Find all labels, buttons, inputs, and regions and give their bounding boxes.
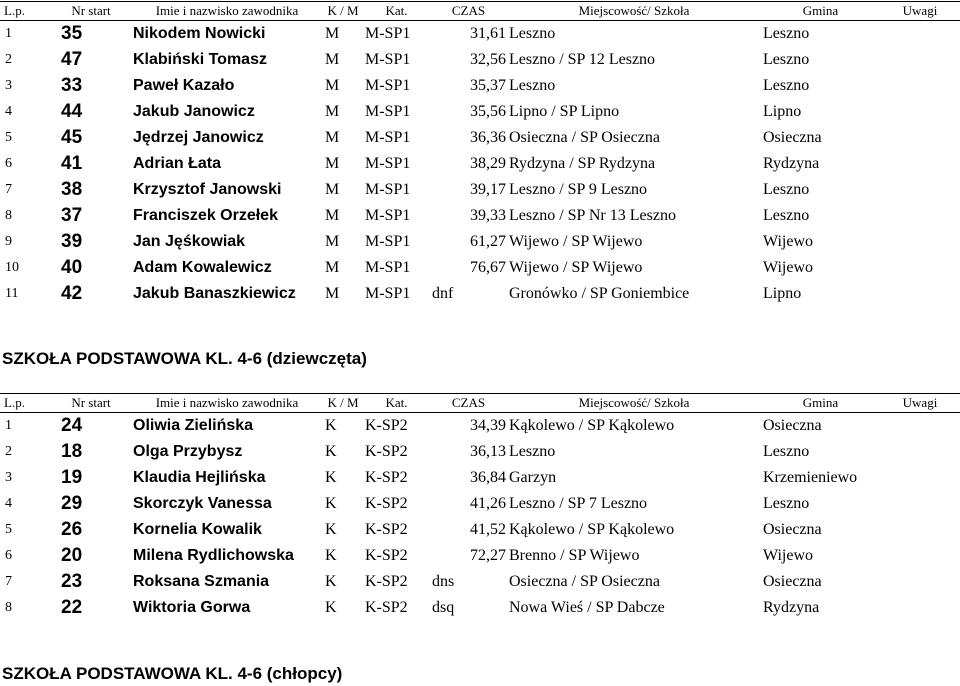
cell-time: dnf xyxy=(432,285,454,302)
table-header-row xyxy=(0,2,960,21)
cell-uwagi xyxy=(880,21,960,48)
cell-name: Krzysztof Janowski xyxy=(133,181,282,198)
cell-name: Oliwia Zielińska xyxy=(133,417,254,434)
cell-nr: 38 xyxy=(61,179,83,200)
cell-name: Jędrzej Janowicz xyxy=(133,129,264,146)
cell-sex: M xyxy=(325,77,340,94)
header-time: CZAS xyxy=(430,2,507,21)
header-time: CZAS xyxy=(430,394,507,413)
header-name: Imie i nazwisko zawodnika xyxy=(131,394,323,413)
cell-place: Osieczna / SP Osieczna xyxy=(509,129,660,146)
cell-time: 32,56 xyxy=(470,51,506,68)
cell-sex: M xyxy=(325,181,340,198)
cell-nr: 47 xyxy=(61,49,83,70)
table-row xyxy=(0,203,960,229)
cell-lp: 1 xyxy=(5,26,12,41)
table-row xyxy=(0,47,960,73)
cell-gmina: Wijewo xyxy=(763,259,814,276)
cell-uwagi xyxy=(880,595,960,621)
cell-nr: 29 xyxy=(61,493,83,514)
cell-lp: 3 xyxy=(5,470,12,485)
cell-name: Adam Kowalewicz xyxy=(133,259,272,276)
header-place: Miejscowość/ Szkoła xyxy=(507,2,761,21)
cell-gmina: Osieczna xyxy=(763,417,822,434)
cell-cat: M-SP1 xyxy=(365,233,411,250)
cell-place: Kąkolewo / SP Kąkolewo xyxy=(509,417,675,434)
cell-sex: K xyxy=(325,547,337,564)
cell-name: Jakub Janowicz xyxy=(133,103,255,120)
cell-nr: 19 xyxy=(61,467,83,488)
cell-time: 41,26 xyxy=(470,495,506,512)
table-row xyxy=(0,281,960,307)
cell-uwagi xyxy=(880,177,960,203)
cell-uwagi xyxy=(880,465,960,491)
cell-sex: K xyxy=(325,443,337,460)
cell-place: Wijewo / SP Wijewo xyxy=(509,259,643,276)
cell-sex: M xyxy=(325,51,340,68)
table-row xyxy=(0,99,960,125)
cell-place: Nowa Wieś / SP Dabcze xyxy=(509,599,665,616)
cell-cat: M-SP1 xyxy=(365,25,411,42)
header-uwagi: Uwagi xyxy=(880,394,960,413)
cell-lp: 8 xyxy=(5,600,12,615)
cell-uwagi xyxy=(880,203,960,229)
results-table-boys-sp1 xyxy=(0,1,960,307)
cell-time: 41,52 xyxy=(470,521,506,538)
cell-place: Leszno xyxy=(509,25,556,42)
cell-name: Kornelia Kowalik xyxy=(133,521,262,538)
cell-uwagi xyxy=(880,73,960,99)
cell-cat: K-SP2 xyxy=(365,469,408,486)
cell-uwagi xyxy=(880,229,960,255)
cell-gmina: Leszno xyxy=(763,51,810,68)
cell-uwagi xyxy=(880,413,960,440)
cell-sex: K xyxy=(325,417,337,434)
cell-nr: 22 xyxy=(61,597,83,618)
cell-lp: 5 xyxy=(5,522,12,537)
cell-place: Leszno / SP 12 Leszno xyxy=(509,51,656,68)
cell-uwagi xyxy=(880,151,960,177)
cell-lp: 5 xyxy=(5,130,12,145)
table-row xyxy=(0,125,960,151)
cell-name: Nikodem Nowicki xyxy=(133,25,266,42)
cell-place: Wijewo / SP Wijewo xyxy=(509,233,643,250)
header-lp: L.p. xyxy=(0,2,51,21)
header-cat: Kat. xyxy=(363,394,430,413)
header-lp: L.p. xyxy=(0,394,51,413)
cell-lp: 4 xyxy=(5,104,12,119)
header-nr: Nr start xyxy=(51,394,131,413)
cell-time: 39,33 xyxy=(470,207,506,224)
header-cat: Kat. xyxy=(363,2,430,21)
cell-gmina: Lipno xyxy=(763,285,802,302)
cell-uwagi xyxy=(880,491,960,517)
cell-gmina: Leszno xyxy=(763,207,810,224)
cell-time: 61,27 xyxy=(470,233,506,250)
cell-nr: 45 xyxy=(61,127,83,148)
cell-cat: K-SP2 xyxy=(365,599,408,616)
cell-gmina: Leszno xyxy=(763,25,810,42)
cell-time: 35,37 xyxy=(470,77,506,94)
header-nr: Nr start xyxy=(51,2,131,21)
cell-gmina: Wijewo xyxy=(763,233,814,250)
cell-time: dsq xyxy=(432,599,455,616)
cell-sex: M xyxy=(325,207,340,224)
cell-time: 34,39 xyxy=(470,417,506,434)
header-gmina: Gmina xyxy=(761,394,880,413)
cell-place: Rydzyna / SP Rydzyna xyxy=(509,155,656,172)
cell-nr: 20 xyxy=(61,545,83,566)
cell-name: Klaudia Hejlińska xyxy=(133,469,266,486)
cell-time: 36,36 xyxy=(470,129,506,146)
table-row xyxy=(0,569,960,595)
cell-sex: M xyxy=(325,285,340,302)
cell-name: Adrian Łata xyxy=(133,155,222,172)
cell-nr: 35 xyxy=(61,23,83,44)
cell-gmina: Osieczna xyxy=(763,521,822,538)
cell-place: Leszno / SP 9 Leszno xyxy=(509,181,648,198)
cell-lp: 1 xyxy=(5,418,12,433)
cell-name: Klabiński Tomasz xyxy=(133,51,267,68)
cell-sex: M xyxy=(325,129,340,146)
cell-cat: K-SP2 xyxy=(365,443,408,460)
cell-time: 36,13 xyxy=(470,443,506,460)
table-row xyxy=(0,73,960,99)
cell-name: Jakub Banaszkiewicz xyxy=(133,285,296,302)
cell-cat: K-SP2 xyxy=(365,547,408,564)
cell-sex: M xyxy=(325,233,340,250)
cell-time: 35,56 xyxy=(470,103,506,120)
cell-cat: K-SP2 xyxy=(365,495,408,512)
cell-cat: K-SP2 xyxy=(365,573,408,590)
table-row xyxy=(0,21,960,48)
cell-sex: K xyxy=(325,573,337,590)
cell-time: 39,17 xyxy=(470,181,506,198)
table-row xyxy=(0,543,960,569)
table-row xyxy=(0,491,960,517)
cell-uwagi xyxy=(880,125,960,151)
cell-time: 36,84 xyxy=(470,469,506,486)
cell-gmina: Rydzyna xyxy=(763,599,820,616)
cell-place: Leszno xyxy=(509,77,556,94)
table-row xyxy=(0,517,960,543)
cell-uwagi xyxy=(880,517,960,543)
cell-lp: 6 xyxy=(5,548,12,563)
cell-name: Paweł Kazało xyxy=(133,77,235,94)
cell-uwagi xyxy=(880,255,960,281)
section-title-boys: SZKOŁA PODSTAWOWA KL. 4-6 (chłopcy) xyxy=(2,664,343,683)
cell-lp: 2 xyxy=(5,52,12,67)
table-row xyxy=(0,229,960,255)
cell-cat: M-SP1 xyxy=(365,51,411,68)
cell-sex: K xyxy=(325,599,337,616)
cell-sex: M xyxy=(325,259,340,276)
cell-uwagi xyxy=(880,47,960,73)
cell-gmina: Lipno xyxy=(763,103,802,120)
cell-gmina: Leszno xyxy=(763,443,810,460)
table-header-row xyxy=(0,394,960,413)
cell-nr: 40 xyxy=(61,257,83,278)
cell-nr: 37 xyxy=(61,205,83,226)
cell-name: Skorczyk Vanessa xyxy=(133,495,272,512)
cell-name: Wiktoria Gorwa xyxy=(133,599,251,616)
cell-place: Leszno / SP 7 Leszno xyxy=(509,495,648,512)
cell-time: 72,27 xyxy=(470,547,506,564)
cell-place: Leszno xyxy=(509,443,556,460)
cell-nr: 42 xyxy=(61,283,83,304)
cell-cat: M-SP1 xyxy=(365,207,411,224)
cell-time: 38,29 xyxy=(470,155,506,172)
cell-place: Kąkolewo / SP Kąkolewo xyxy=(509,521,675,538)
cell-cat: M-SP1 xyxy=(365,129,411,146)
cell-gmina: Wijewo xyxy=(763,547,814,564)
cell-nr: 41 xyxy=(61,153,83,174)
cell-sex: M xyxy=(325,155,340,172)
cell-nr: 39 xyxy=(61,231,83,252)
cell-place: Osieczna / SP Osieczna xyxy=(509,573,660,590)
cell-uwagi xyxy=(880,439,960,465)
cell-place: Lipno / SP Lipno xyxy=(509,103,620,120)
cell-uwagi xyxy=(880,569,960,595)
section-title-girls: SZKOŁA PODSTAWOWA KL. 4-6 (dziewczęta) xyxy=(2,349,367,368)
cell-nr: 23 xyxy=(61,571,83,592)
cell-name: Jan Jęśkowiak xyxy=(133,233,246,250)
cell-nr: 26 xyxy=(61,519,83,540)
cell-gmina: Rydzyna xyxy=(763,155,820,172)
cell-sex: K xyxy=(325,495,337,512)
cell-cat: K-SP2 xyxy=(365,417,408,434)
cell-time: 31,61 xyxy=(470,25,506,42)
header-name: Imie i nazwisko zawodnika xyxy=(131,2,323,21)
cell-name: Franciszek Orzełek xyxy=(133,207,278,224)
cell-sex: K xyxy=(325,521,337,538)
cell-lp: 4 xyxy=(5,496,12,511)
cell-lp: 8 xyxy=(5,208,12,223)
cell-uwagi xyxy=(880,99,960,125)
cell-name: Olga Przybysz xyxy=(133,443,243,460)
cell-gmina: Osieczna xyxy=(763,573,822,590)
cell-lp: 10 xyxy=(5,260,19,275)
cell-time: 76,67 xyxy=(470,259,506,276)
results-table-girls xyxy=(0,393,960,621)
cell-gmina: Leszno xyxy=(763,181,810,198)
cell-nr: 24 xyxy=(61,415,83,436)
cell-uwagi xyxy=(880,543,960,569)
cell-cat: M-SP1 xyxy=(365,259,411,276)
cell-place: Brenno / SP Wijewo xyxy=(509,547,640,564)
cell-gmina: Leszno xyxy=(763,77,810,94)
cell-place: Leszno / SP Nr 13 Leszno xyxy=(509,207,676,224)
cell-place: Gronówko / SP Goniembice xyxy=(509,285,690,302)
cell-gmina: Krzemieniewo xyxy=(763,469,858,486)
cell-nr: 33 xyxy=(61,75,83,96)
header-sex: K / M xyxy=(323,2,363,21)
cell-cat: M-SP1 xyxy=(365,77,411,94)
header-place: Miejscowość/ Szkoła xyxy=(507,394,761,413)
header-uwagi: Uwagi xyxy=(880,2,960,21)
cell-gmina: Leszno xyxy=(763,495,810,512)
cell-nr: 44 xyxy=(61,101,83,122)
cell-sex: M xyxy=(325,25,340,42)
cell-lp: 7 xyxy=(5,574,12,589)
cell-cat: K-SP2 xyxy=(365,521,408,538)
cell-place: Garzyn xyxy=(509,469,557,486)
table-row xyxy=(0,465,960,491)
cell-lp: 2 xyxy=(5,444,12,459)
cell-gmina: Osieczna xyxy=(763,129,822,146)
cell-nr: 18 xyxy=(61,441,83,462)
cell-sex: K xyxy=(325,469,337,486)
cell-time: dns xyxy=(432,573,455,590)
cell-lp: 9 xyxy=(5,234,12,249)
table-row xyxy=(0,151,960,177)
cell-cat: M-SP1 xyxy=(365,155,411,172)
cell-cat: M-SP1 xyxy=(365,181,411,198)
table-row xyxy=(0,413,960,440)
cell-lp: 7 xyxy=(5,182,12,197)
cell-cat: M-SP1 xyxy=(365,285,411,302)
table-row xyxy=(0,595,960,621)
header-gmina: Gmina xyxy=(761,2,880,21)
cell-lp: 6 xyxy=(5,156,12,171)
cell-name: Milena Rydlichowska xyxy=(133,547,294,564)
cell-cat: M-SP1 xyxy=(365,103,411,120)
table-row xyxy=(0,177,960,203)
cell-sex: M xyxy=(325,103,340,120)
header-sex: K / M xyxy=(323,394,363,413)
table-row xyxy=(0,439,960,465)
cell-uwagi xyxy=(880,281,960,307)
cell-name: Roksana Szmania xyxy=(133,573,270,590)
cell-lp: 3 xyxy=(5,78,12,93)
cell-lp: 11 xyxy=(5,286,19,301)
table-row xyxy=(0,255,960,281)
